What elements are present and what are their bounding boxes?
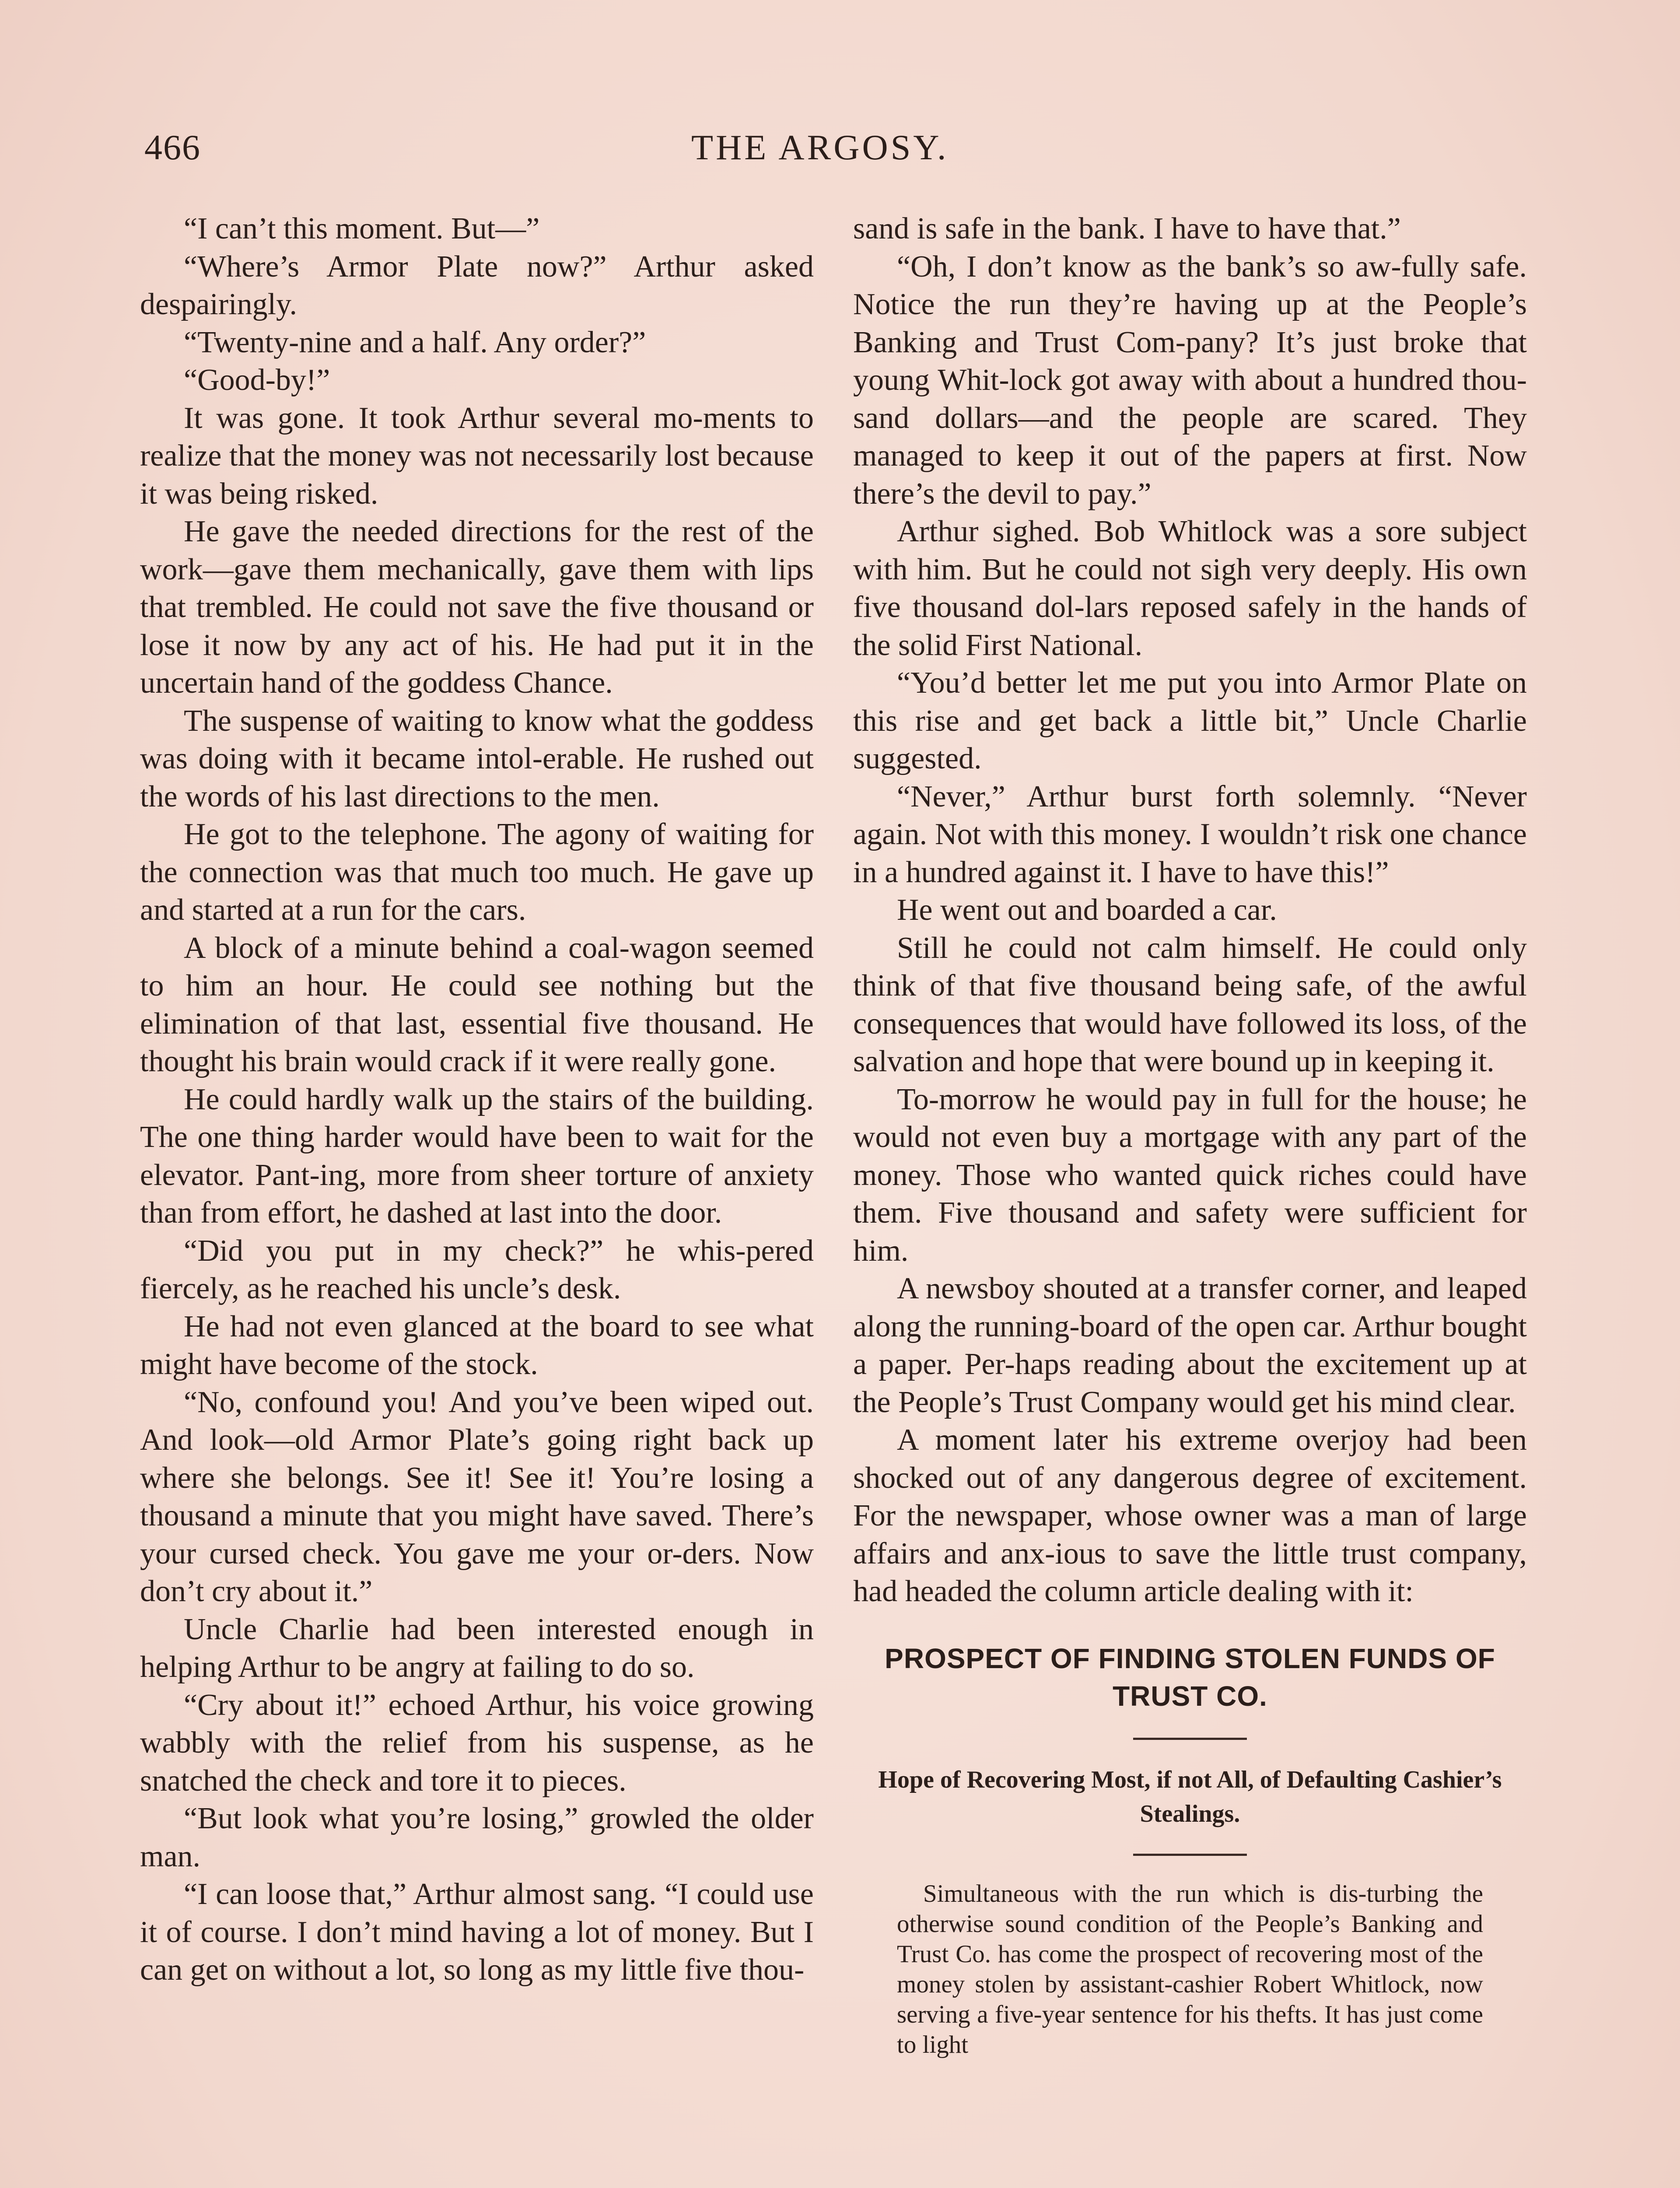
story-paragraph: “Did you put in my check?” he whis-pered fiercely, as he reached his uncle’s desk. [140, 1234, 814, 1305]
page-number: 466 [144, 127, 201, 167]
story-paragraph: Still he could not calm himself. He could only think of that five thousand being safe, of the awful consequences that would have followed its loss, of the salvation and hope that were bound up in keeping it. [853, 931, 1527, 1078]
running-head: THE ARGOSY. [691, 127, 949, 167]
story-paragraph: “No, confound you! And you’ve been wiped out. And look—old Armor Plate’s going right back up where she belongs. See it! See it! You’re losing a thousand a minute that you might have saved. There’s your cursed check. You gave me your or-ders. Now don’t cry about it.” [140, 1385, 814, 1608]
news-body [853, 1879, 1527, 2060]
story-paragraph: A moment later his extreme overjoy had been shocked out of any dangerous degree of excitement. For the newspaper, whose owner was a man of large affairs and anx-ious to save the little trust company, had headed the column article dealing with it: [853, 1423, 1527, 1608]
story-paragraph: It was gone. It took Arthur several mo-ments to realize that the money was not necessarily lost because it was being risked. [140, 401, 814, 511]
story-paragraph: He could hardly walk up the stairs of the building. The one thing harder would have been to wait for the elevator. Pant-ing, more from sheer torture of anxiety than from effort, he dashed at last into the door. [140, 1082, 814, 1230]
news-body-paragraph: Simultaneous with the run which is dis-turbing the otherwise sound condition of the People’s Banking and Trust Co. has come the prospect of recovering most of the money stolen by assistant-cashier Robert Whitlock, now serving a five-year sentence for his thefts. It has just come to light [897, 1879, 1483, 2058]
story-paragraph: sand is safe in the bank. I have to have that.” [853, 212, 1401, 245]
page-header [144, 127, 1536, 179]
headline-divider [1133, 1738, 1247, 1740]
right-column-paragraphs [853, 210, 1527, 1611]
story-paragraph: “You’d better let me put you into Armor Plate on this rise and get back a little bit,” Uncle Charlie suggested. [853, 666, 1527, 775]
story-paragraph: “But look what you’re losing,” growled the older man. [140, 1802, 814, 1873]
story-paragraph: “I can’t this moment. But—” [184, 212, 540, 245]
story-paragraph: The suspense of waiting to know what the goddess was doing with it became intol-erable. He rushed out the words of his last directions to the men. [140, 704, 814, 813]
story-paragraph: He went out and boarded a car. [897, 893, 1277, 927]
story-paragraph: “Good-by!” [184, 363, 330, 397]
story-paragraph: “Twenty-nine and a half. Any order?” [184, 325, 646, 359]
news-subheadline: Hope of Recovering Most, if not All, of Defaulting Cashier’s Stealings. [878, 1766, 1502, 1827]
news-headline: PROSPECT OF FINDING STOLEN FUNDS OF TRUST CO. [885, 1642, 1495, 1712]
story-paragraph: To-morrow he would pay in full for the house; he would not even buy a mortgage with any part of the money. Those who wanted quick riches could have them. Five thousand and safety were sufficient for him. [853, 1082, 1527, 1268]
story-paragraph: He gave the needed directions for the rest of the work—gave them mechanically, gave them with lips that trembled. He could not save the five thousand or lose it now by any act of his. He had put it in the uncertain hand of the goddess Chance. [140, 515, 814, 700]
story-paragraph: “Cry about it!” echoed Arthur, his voice growing wabbly with the relief from his suspense, as he snatched the check and tore it to pieces. [140, 1688, 814, 1798]
story-paragraph: A block of a minute behind a coal-wagon seemed to him an hour. He could see nothing but the elimination of that last, essential five thousand. He thought his brain would crack if it were really gone. [140, 931, 814, 1078]
subheadline-divider [1133, 1854, 1247, 1856]
story-paragraph: He got to the telephone. The agony of waiting for the connection was that much too much. He gave up and started at a run for the cars. [140, 817, 814, 927]
story-paragraph: “I can loose that,” Arthur almost sang. “I could use it of course. I don’t mind having a lot of money. But I can get on without a lot, so long as my little five thou- [140, 1877, 814, 1987]
right-column [853, 210, 1527, 2060]
story-paragraph: Arthur sighed. Bob Whitlock was a sore subject with him. But he could not sigh very deeply. His own five thousand dol-lars reposed safely in the hands of the solid First National. [853, 515, 1527, 662]
left-column [140, 210, 814, 1989]
story-paragraph: “Where’s Armor Plate now?” Arthur asked despairingly. [140, 249, 814, 321]
story-paragraph: He had not even glanced at the board to see what might have become of the stock. [140, 1309, 814, 1381]
story-paragraph: “Oh, I don’t know as the bank’s so aw-fully safe. Notice the run they’re having up at the People’s Banking and Trust Com-pany? It’s just broke that young Whit-lock got away with about a hundred thou-sand dollars—and the people are scared. They managed to keep it out of the papers at first. Now there’s the devil to pay.” [853, 249, 1527, 511]
story-paragraph: A newsboy shouted at a transfer corner, and leaped along the running-board of the open car. Arthur bought a paper. Per-haps reading about the excitement up at the People’s Trust Company would get his mind clear. [853, 1272, 1527, 1419]
story-paragraph: Uncle Charlie had been interested enough in helping Arthur to be angry at failing to do so. [140, 1612, 814, 1684]
story-paragraph: “Never,” Arthur burst forth solemnly. “Never again. Not with this money. I wouldn’t risk one chance in a hundred against it. I have to have this!” [853, 779, 1527, 889]
